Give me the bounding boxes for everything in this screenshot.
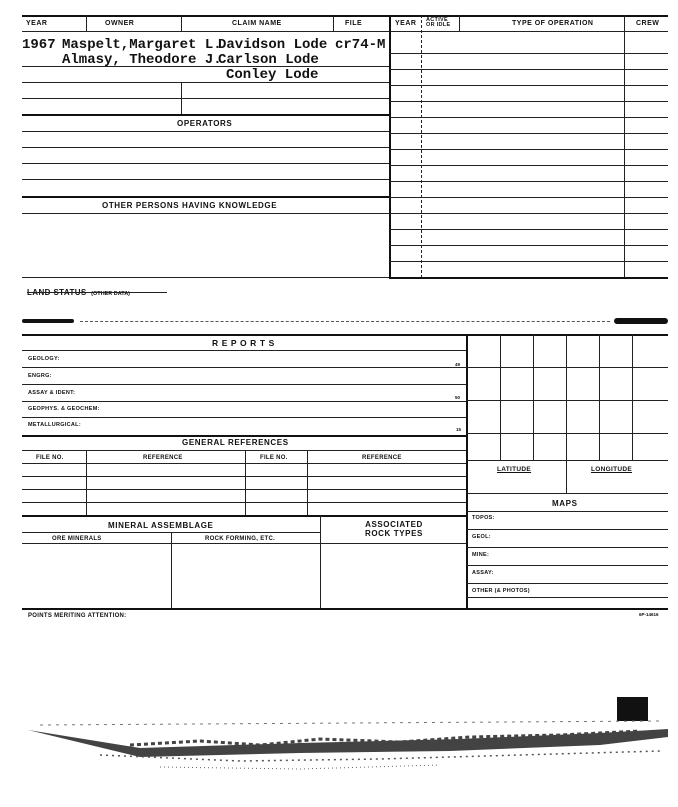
reports-row-engrg: ENGRG: bbox=[28, 373, 52, 379]
ref-col-reference-2: REFERENCE bbox=[362, 455, 402, 461]
entry-claim-3: Conley Lode bbox=[226, 67, 319, 83]
reports-row-assay: ASSAY & IDENT: bbox=[28, 390, 76, 396]
header-claim-name: CLAIM NAME bbox=[232, 20, 282, 27]
points-meriting-attention-label: POINTS MERITING ATTENTION: bbox=[28, 613, 127, 619]
ref-col-reference-1: REFERENCE bbox=[143, 455, 183, 461]
header-type-of-operation: TYPE OF OPERATION bbox=[512, 20, 594, 27]
entry-owner-2: Almasy, Theodore J. bbox=[62, 52, 222, 68]
scan-smudge-left bbox=[22, 319, 74, 323]
maps-row-mine: MINE: bbox=[472, 552, 490, 558]
reports-row-geophys: GEOPHYS. & GEOCHEM: bbox=[28, 406, 100, 412]
reports-heading: R E P O R T S bbox=[212, 338, 275, 348]
scan-smudge-right bbox=[614, 318, 668, 324]
reports-mark-metallurgical: 15 bbox=[456, 427, 462, 432]
header-active-or-idle: ACTIVE OR IDLE bbox=[426, 17, 451, 28]
general-references-heading: GENERAL REFERENCES bbox=[182, 438, 289, 447]
header-year: YEAR bbox=[26, 20, 48, 27]
entry-claim-2: Carlson Lode bbox=[218, 52, 319, 68]
maps-row-assay: ASSAY: bbox=[472, 570, 494, 576]
ref-col-file-no-2: FILE NO. bbox=[260, 455, 288, 461]
maps-row-other: OTHER (& PHOTOS) bbox=[472, 588, 530, 594]
longitude-label: LONGITUDE bbox=[591, 466, 632, 473]
maps-row-topos: TOPOS: bbox=[472, 515, 495, 521]
ore-minerals-col: ORE MINERALS bbox=[52, 536, 102, 542]
header-owner: OWNER bbox=[105, 20, 135, 27]
form-number: 6P-14616 bbox=[639, 612, 659, 617]
land-status-sub: (OTHER DATA) bbox=[91, 291, 131, 297]
maps-row-geol: GEOL: bbox=[472, 534, 491, 540]
mineral-assemblage-heading: MINERAL ASSEMBLAGE bbox=[108, 521, 214, 530]
latitude-label: LATITUDE bbox=[497, 466, 532, 473]
entry-file: cr74-M bbox=[335, 37, 386, 53]
reports-row-metallurgical: METALLURGICAL: bbox=[28, 422, 81, 428]
header-year-2: YEAR bbox=[395, 20, 417, 27]
header-file: FILE bbox=[345, 20, 363, 27]
land-status-heading bbox=[27, 282, 130, 300]
reports-mark-assay: 50 bbox=[455, 395, 461, 400]
ref-col-file-no-1: FILE NO. bbox=[36, 455, 64, 461]
entry-year: 1967 bbox=[22, 37, 56, 53]
maps-heading: MAPS bbox=[552, 499, 578, 508]
header-crew: CREW bbox=[636, 20, 660, 27]
entry-owner-1: Maspelt,Margaret L. bbox=[62, 37, 222, 53]
reports-row-geology: GEOLOGY: bbox=[28, 356, 60, 362]
other-persons-heading: OTHER PERSONS HAVING KNOWLEDGE bbox=[102, 201, 278, 210]
scan-noise-band bbox=[0, 715, 678, 775]
entry-claim-1: Davidson Lode bbox=[218, 37, 328, 53]
land-status-label: LAND STATUS bbox=[27, 288, 87, 297]
operators-heading: OPERATORS bbox=[177, 119, 233, 128]
reports-mark-geology: 49 bbox=[455, 362, 461, 367]
rock-forming-col: ROCK FORMING, ETC. bbox=[205, 536, 276, 542]
associated-rock-types-heading: ASSOCIATED ROCK TYPES bbox=[364, 520, 423, 538]
